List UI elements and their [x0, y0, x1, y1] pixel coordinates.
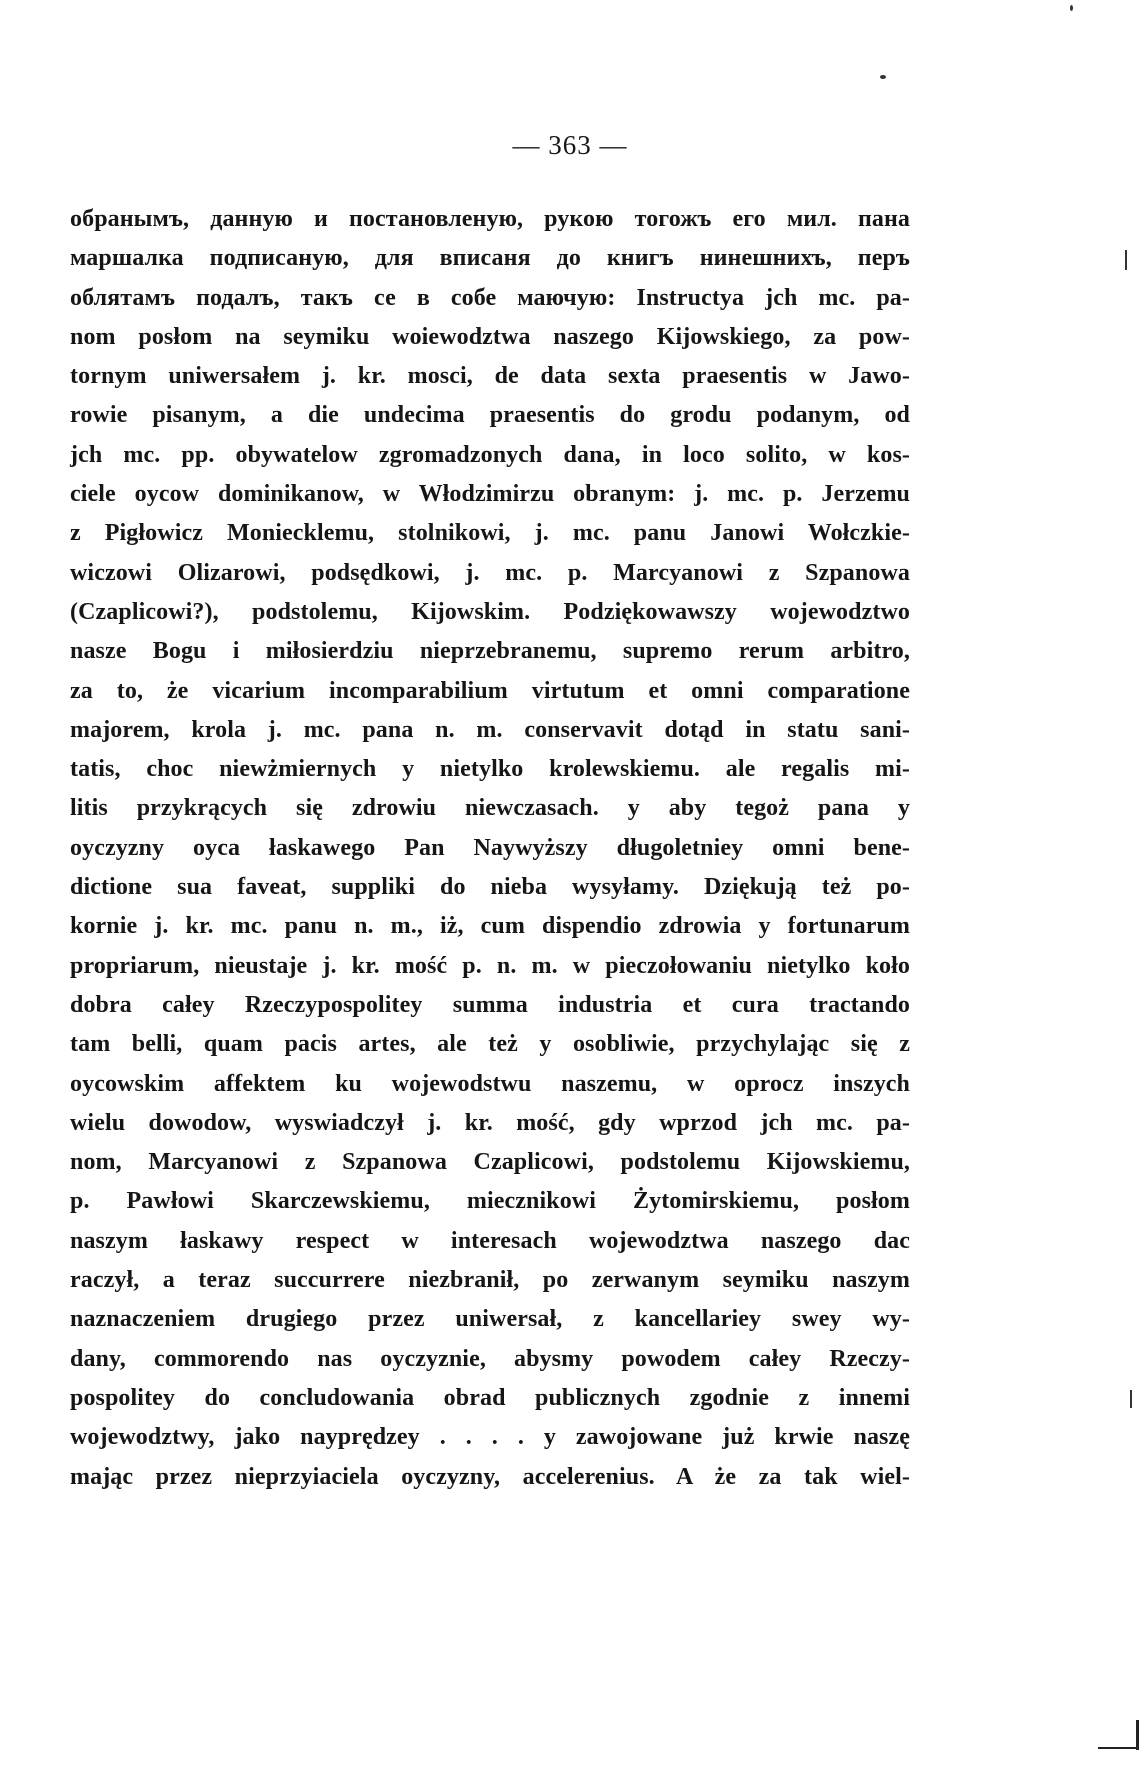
- text-line: naszym łaskawy respect w interesach wojewodztwa naszego dac: [70, 1227, 910, 1254]
- text-line: kornie j. kr. mc. panu n. m., iż, cum dispendio zdrowia y fortunarum: [70, 913, 910, 940]
- text-line: (Czaplicowi?), podstolemu, Kijowskim. Podziękowawszy wojewodztwo: [70, 598, 910, 625]
- text-line: jch mc. pp. obywatelow zgromadzonych dana, in loco solito, w kos-: [70, 441, 910, 468]
- scan-speck: [1125, 250, 1127, 270]
- text-line: z Pigłowicz Moniecklemu, stolnikowi, j. mc. panu Janowi Wołczkie-: [70, 520, 910, 547]
- text-line: majorem, krola j. mc. pana n. m. conservavit dotąd in statu sani-: [70, 716, 910, 743]
- text-line: mając przez nieprzyiaciela oyczyzny, accelerenius. A że za tak wiel-: [70, 1463, 910, 1490]
- scan-speck: [1130, 1390, 1132, 1408]
- text-line: rowie pisanym, a die undecima praesentis do grodu podanym, od: [70, 402, 910, 429]
- text-line: dany, commorendo nas oyczyznie, abysmy powodem całey Rzeczy-: [70, 1345, 910, 1372]
- text-line: nom, Marcyanowi z Szpanowa Czaplicowi, podstolemu Kijowskiemu,: [70, 1149, 910, 1176]
- corner-mark: [1098, 1747, 1138, 1749]
- text-line: nasze Bogu i miłosierdziu nieprzebranemu, supremo rerum arbitro,: [70, 638, 910, 665]
- text-line: wielu dowodow, wyswiadczył j. kr. mość, gdy wprzod jch mc. pa-: [70, 1109, 910, 1136]
- text-line: naznaczeniem drugiego przez uniwersał, z kancellariey swey wy-: [70, 1306, 910, 1333]
- text-line: pospolitey do concludowania obrad publicznych zgodnie z innemi: [70, 1384, 910, 1411]
- text-line: wiczowi Olizarowi, podsędkowi, j. mc. p. Marcyanowi z Szpanowa: [70, 559, 910, 586]
- text-line: za to, że vicarium incomparabilium virtutum et omni comparatione: [70, 677, 910, 704]
- page-number: — 363 —: [512, 130, 628, 160]
- text-line: raczył, a teraz succurrere niezbranił, po zerwanym seymiku naszym: [70, 1267, 910, 1294]
- text-line: litis przykrących się zdrowiu niewczasach. y aby tegoż pana y: [70, 795, 910, 822]
- scan-speck: [880, 75, 886, 79]
- text-line: tatis, choc niewżmiernych y nietylko krolewskiemu. ale regalis mi-: [70, 756, 910, 783]
- text-line: wojewodztwy, jako nayprędzey . . . . y zawojowane już krwie naszę: [70, 1424, 910, 1451]
- corner-mark: [1136, 1720, 1139, 1750]
- scan-speck: [1070, 5, 1073, 11]
- text-line: p. Pawłowi Skarczewskiemu, miecznikowi Żytomirskiemu, posłom: [70, 1188, 910, 1215]
- text-line: nom posłom na seymiku woiewodztwa naszego Kijowskiego, za pow-: [70, 323, 910, 350]
- text-line: tornym uniwersałem j. kr. mosci, de data sexta praesentis w Jawo-: [70, 363, 910, 390]
- text-line: oycowskim affektem ku wojewodstwu naszemu, w oprocz inszych: [70, 1070, 910, 1097]
- text-line: маршалка подписаную, для вписаня до книгъ нинешнихъ, перъ: [70, 245, 910, 272]
- text-line: tam belli, quam pacis artes, ale też y osobliwie, przychylając się z: [70, 1031, 910, 1058]
- text-line: ciele oycow dominikanow, w Włodzimirzu obranym: j. mc. p. Jerzemu: [70, 481, 910, 508]
- text-line: обранымъ, данную и постановленую, рукою тогожъ его мил. пана: [70, 206, 910, 232]
- text-line: dobra całey Rzeczypospolitey summa industria et cura tractando: [70, 991, 910, 1018]
- body-text: [70, 200, 910, 1497]
- text-line: propriarum, nieustaje j. kr. mość p. n. m. w pieczołowaniu nietylko koło: [70, 952, 910, 979]
- text-line: oyczyzny oyca łaskawego Pan Naywyższy długoletniey omni bene-: [70, 834, 910, 861]
- text-line: dictione sua faveat, suppliki do nieba wysyłamy. Dziękują też po-: [70, 874, 910, 901]
- text-line: облятамъ подалъ, такъ се в собе маючую: Instructya jch mc. pa-: [70, 284, 910, 311]
